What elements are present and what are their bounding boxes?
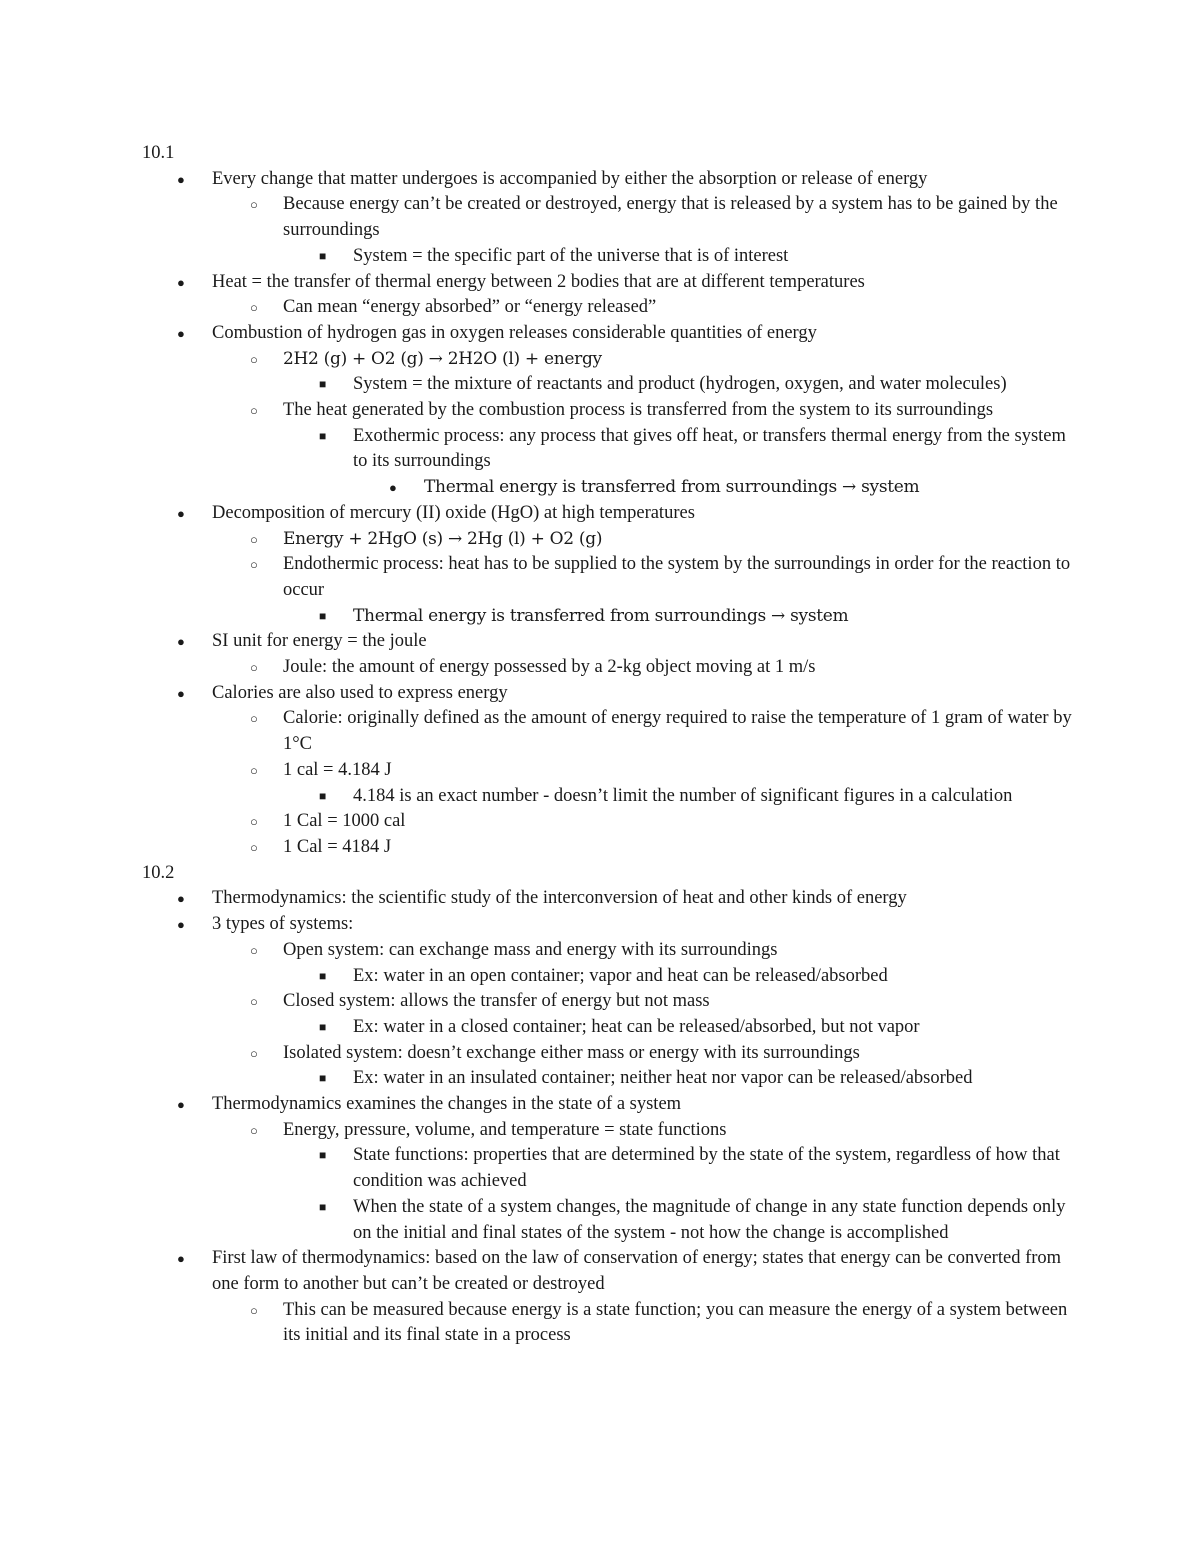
list-item [319,1143,1072,1194]
bullet-icon: ○ [250,711,258,727]
section-heading: 10.1 [142,143,175,163]
list-item-text: Ex: water in an open container; vapor and heat can be released/absorbed [353,965,888,986]
list-item-text: Thermodynamics: the scientific study of the interconversion of heat and other kinds of energy [212,888,907,909]
list-item [250,809,1072,835]
list-item-text: 1 cal = 4.184 J [283,759,392,780]
list-item [250,989,1072,1015]
list-item [250,295,1072,321]
list-item [319,424,1072,475]
list-item-text: Decomposition of mercury (II) oxide (HgO) at high temperatures [212,502,695,523]
bullet-icon: ● [177,1097,185,1113]
list-item [250,706,1072,757]
list-item-text: Endothermic process: heat has to be supplied to the system by the surroundings in order for the reaction to occur [283,554,1071,600]
list-item-text: When the state of a system changes, the magnitude of change in any state function depends only on the initial and final states of the system - not how the change is accomplished [353,1196,1066,1243]
list-item [177,886,1072,912]
list-item-text: This can be measured because energy is a state function; you can measure the energy of a system between its initial and its final state in a process [283,1299,1068,1346]
bullet-icon: ■ [319,428,327,443]
bullet-icon: ○ [250,351,258,367]
bullet-icon: ● [177,325,185,341]
list-item-text: Thermodynamics examines the changes in the state of a system [212,1094,682,1115]
list-item-text: Ex: water in a closed container; heat can be released/absorbed, but not vapor [353,1016,920,1037]
list-item [250,527,1072,553]
list-item [177,629,1072,655]
list-item-text: Thermal energy is transferred from surroundings → system [424,477,920,498]
list-item [250,398,1072,424]
list-item [250,1118,1072,1144]
list-item [319,964,1072,990]
list-item-text: System = the mixture of reactants and product (hydrogen, oxygen, and water molecules) [353,374,1007,395]
bullet-icon: ○ [250,557,258,573]
list-item-text: Ex: water in an insulated container; neither heat nor vapor can be released/absorbed [353,1068,973,1089]
list-item-text: 1 Cal = 1000 cal [283,811,406,832]
list-item-text: Energy + 2HgO (s) → 2Hg (l) + O2 (g) [283,528,603,549]
bullet-icon: ○ [250,994,258,1010]
list-item-text: State functions: properties that are determined by the state of the system, regardless of how that condition was achieved [353,1145,1060,1192]
bullet-icon: ○ [250,942,258,958]
bullet-icon: ● [177,171,185,187]
list-item-text: Because energy can’t be created or destroyed, energy that is released by a system has to be gained by the surroundings [283,194,1058,241]
list-item-text: 1 Cal = 4184 J [283,836,392,857]
bullet-icon: ● [389,480,397,496]
list-item-text: Can mean “energy absorbed” or “energy released” [283,297,657,318]
list-item-text: 2H2 (g) + O2 (g) → 2H2O (l) + energy [283,348,602,369]
bullet-icon: ● [177,634,185,650]
bullet-icon: ○ [250,531,258,547]
list-item [177,1246,1072,1297]
bullet-icon: ■ [319,968,327,983]
list-item-text: Heat = the transfer of thermal energy between 2 bodies that are at different temperatures [212,271,865,292]
bullet-icon: ○ [250,1122,258,1138]
list-item-text: Joule: the amount of energy possessed by a 2-kg object moving at 1 m/s [283,657,816,678]
list-item [177,270,1072,296]
list-item [250,1041,1072,1067]
bullet-icon: ○ [250,1045,258,1061]
list-item-text: Closed system: allows the transfer of energy but not mass [283,991,710,1012]
list-item [319,1195,1072,1246]
list-item-text: Calorie: originally defined as the amount of energy required to raise the temperature of 1 gram of water by 1°C [283,708,1072,755]
bullet-icon: ■ [319,377,327,392]
list-item [319,604,1072,630]
bullet-icon: ● [177,917,185,933]
bullet-icon: ○ [250,839,258,855]
list-item-text: Calories are also used to express energy [212,682,508,703]
bullet-icon: ■ [319,788,327,803]
bullet-icon: ○ [250,197,258,213]
list-item [177,912,1072,938]
list-item-text: Open system: can exchange mass and energy with its surroundings [283,939,778,960]
list-item [319,372,1072,398]
list-item-text: Thermal energy is transferred from surroundings → system [353,605,849,626]
list-item [250,938,1072,964]
list-item-text: 4.184 is an exact number - doesn’t limit the number of significant figures in a calculation [353,785,1013,806]
list-item [389,475,1072,501]
bullet-icon: ● [177,1251,185,1267]
bullet-icon: ● [177,685,185,701]
list-item [319,1015,1072,1041]
list-item [177,501,1072,527]
bullet-icon: ■ [319,1019,327,1034]
bullet-icon: ● [177,891,185,907]
notes-content [142,141,1072,1349]
bullet-icon: ○ [250,300,258,316]
list-item [250,347,1072,373]
list-item-text: System = the specific part of the universe that is of interest [353,245,789,266]
list-item [250,192,1072,243]
list-item-text: 3 types of systems: [212,914,354,935]
list-item-text: Every change that matter undergoes is accompanied by either the absorption or release of energy [212,168,928,189]
section-heading: 10.2 [142,862,175,883]
list-item [319,1066,1072,1092]
list-item-text: Combustion of hydrogen gas in oxygen releases considerable quantities of energy [212,322,817,343]
bullet-icon: ■ [319,1199,327,1214]
list-item [319,784,1072,810]
bullet-icon: ○ [250,403,258,419]
list-item-text: SI unit for energy = the joule [212,631,427,652]
list-item-text: The heat generated by the combustion process is transferred from the system to its surroundings [283,400,994,421]
list-item [177,681,1072,707]
list-item [250,655,1072,681]
list-item [250,552,1072,603]
bullet-icon: ■ [319,1148,327,1163]
list-item [177,167,1072,193]
list-item [250,1298,1072,1349]
bullet-icon: ■ [319,1071,327,1086]
list-item-text: Isolated system: doesn’t exchange either mass or energy with its surroundings [283,1042,860,1063]
list-item [319,244,1072,270]
bullet-icon: ■ [319,608,327,623]
bullet-icon: ○ [250,1302,258,1318]
bullet-icon: ● [177,274,185,290]
list-item-text: First law of thermodynamics: based on the law of conservation of energy; states that energy can be converted from one form to another but can’t be created or destroyed [212,1248,1062,1294]
list-item-text: Exothermic process: any process that gives off heat, or transfers thermal energy from the system to its surroundings [353,425,1066,472]
list-item-text: Energy, pressure, volume, and temperature = state functions [283,1119,727,1140]
list-item [250,758,1072,784]
list-item [177,321,1072,347]
bullet-icon: ○ [250,762,258,778]
bullet-icon: ○ [250,660,258,676]
bullet-icon: ○ [250,814,258,830]
list-item [177,1092,1072,1118]
bullet-icon: ● [177,505,185,521]
bullet-icon: ■ [319,248,327,263]
list-item [250,835,1072,861]
